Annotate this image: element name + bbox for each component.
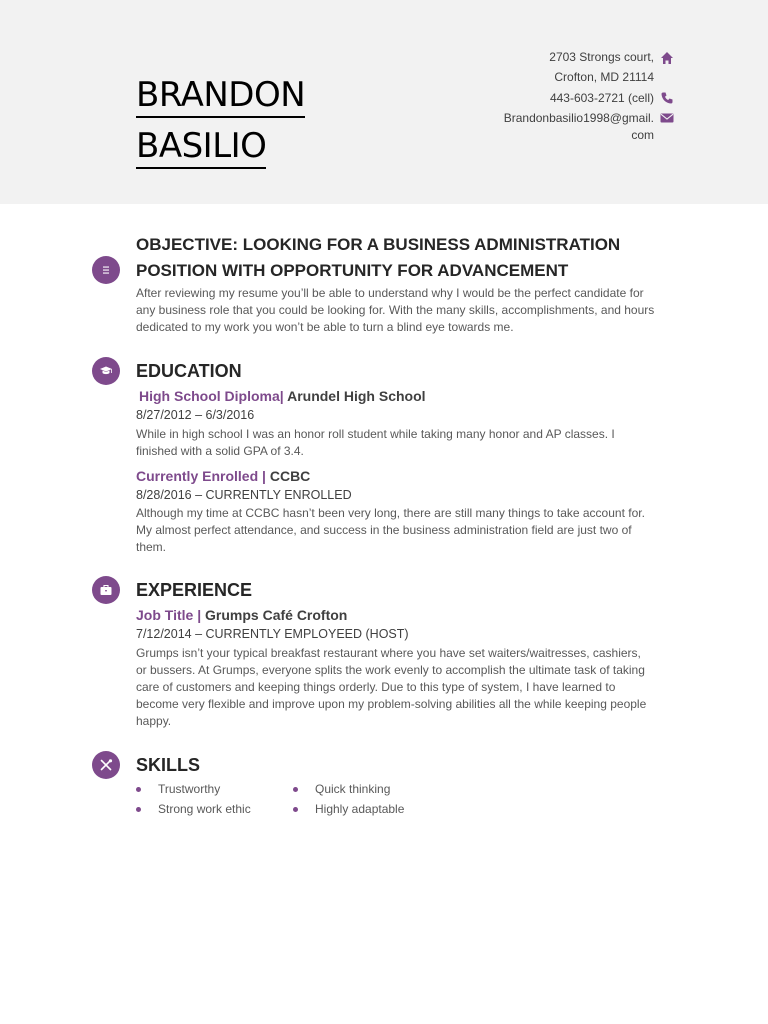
name-second-line: BASILIO xyxy=(136,126,266,166)
skill-item: Trustworthy xyxy=(158,782,221,796)
phone-icon xyxy=(660,91,674,105)
bullet-icon xyxy=(136,807,141,812)
degree-name: High School Diploma xyxy=(139,388,280,404)
email-line-1: Brandonbasilio1998@gmail. xyxy=(503,111,654,125)
objective-heading-line-1: OBJECTIVE: LOOKING FOR A BUSINESS ADMINISTRATION xyxy=(136,235,621,254)
education-text-line: While in high school I was an honor roll student while taking many honor and AP classes. I xyxy=(136,427,615,441)
skill-item: Quick thinking xyxy=(315,782,391,796)
tools-icon xyxy=(99,758,113,772)
experience-text-line: care of customers and keeping things orderly. Due to this type of system, I have learned to xyxy=(136,680,616,694)
title-separator: | xyxy=(279,388,284,404)
experience-text-line: or bussers. At Grumps, everyone splits the work evenly to accomplish the ultimate task of taking xyxy=(136,663,645,677)
skill-item: Strong work ethic xyxy=(158,802,251,816)
education-text-line: finished with a solid GPA of 3.4. xyxy=(136,444,304,458)
briefcase-icon xyxy=(99,583,113,597)
company-name: Grumps Café Crofton xyxy=(205,607,348,623)
email-line-2: com xyxy=(631,128,654,142)
bullet-icon xyxy=(293,807,298,812)
objective-text-line: dedicated to my work you won’t be able to turn a blind eye towards me. xyxy=(136,320,514,334)
job-title: Job Title xyxy=(136,607,194,623)
education-text-line: Although my time at CCBC hasn’t been very long, there are still many things to take account for. xyxy=(136,506,645,520)
experience-heading: EXPERIENCE xyxy=(136,580,253,600)
envelope-icon xyxy=(660,111,674,125)
title-separator: | xyxy=(197,607,202,623)
education-icon xyxy=(92,357,120,385)
education-heading: EDUCATION xyxy=(136,361,242,381)
education-dates: 8/28/2016 – CURRENTLY ENROLLED xyxy=(136,488,352,502)
address-line-1: 2703 Strongs court, xyxy=(549,50,654,64)
experience-entry-title xyxy=(136,606,347,624)
education-entry-title xyxy=(139,387,426,405)
home-icon xyxy=(660,51,674,65)
name-first-line: BRANDON xyxy=(136,75,305,115)
bullet-icon xyxy=(293,787,298,792)
education-dates: 8/27/2012 – 6/3/2016 xyxy=(136,408,255,422)
experience-text-line: become very flexible and improve upon my problem-solving abilities all the while keeping people xyxy=(136,697,647,711)
objective-heading-line-2: POSITION WITH OPPORTUNITY FOR ADVANCEMENT xyxy=(136,261,569,280)
education-text-line: them. xyxy=(136,540,167,554)
address-line-2: Crofton, MD 21114 xyxy=(554,70,654,84)
experience-text-line: Grumps isn’t your typical breakfast restaurant where you have set waiters/waitresses, cashiers, xyxy=(136,646,641,660)
bullet-icon xyxy=(136,787,141,792)
education-entry-title xyxy=(136,467,310,485)
education-text-line: My almost perfect attendance, and success in the business administration field are just two of xyxy=(136,523,632,537)
phone-number: 443-603-2721 (cell) xyxy=(549,91,654,105)
skill-item: Highly adaptable xyxy=(315,802,405,816)
school-name: Arundel High School xyxy=(287,388,426,404)
list-icon xyxy=(99,263,113,277)
experience-dates: 7/12/2014 – CURRENTLY EMPLOYEED (HOST) xyxy=(136,627,409,641)
objective-text-line: any business role that you could be looking for. With the many skills, accomplishments, and hours xyxy=(136,303,655,317)
skills-icon xyxy=(92,751,120,779)
graduation-cap-icon xyxy=(99,364,113,378)
experience-icon xyxy=(92,576,120,604)
resume-header xyxy=(0,0,768,204)
objective-text-line: After reviewing my resume you’ll be able to understand why I would be the perfect candidate for xyxy=(136,286,644,300)
skills-heading: SKILLS xyxy=(136,755,201,775)
school-name: CCBC xyxy=(269,468,311,484)
degree-name: Currently Enrolled xyxy=(136,468,259,484)
objective-icon xyxy=(92,256,120,284)
experience-text-line: happy. xyxy=(136,714,172,728)
title-separator: | xyxy=(262,468,266,484)
